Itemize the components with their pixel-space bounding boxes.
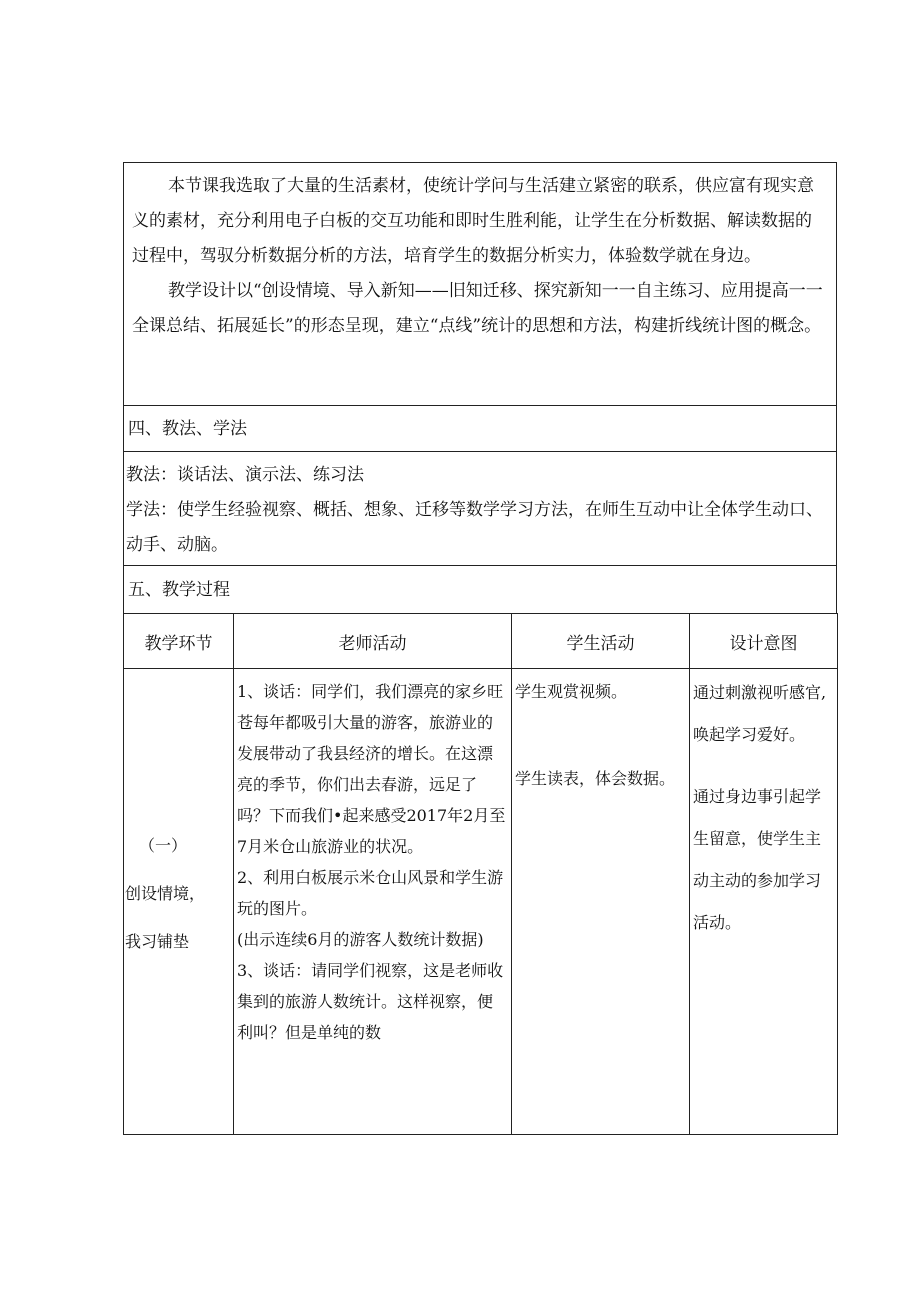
student-activity-1: 学生观赏视频。 — [515, 682, 628, 701]
methods-block — [123, 451, 837, 565]
section-4-title: 四、教法、学法 — [123, 405, 837, 451]
table-row — [124, 669, 838, 1135]
rationale-paragraph-1: 本节课我选取了大量的生活素材，使统计学问与生活建立紧密的联系，供应富有现实意义的素材，充分利用电子白板的交互功能和即时生胜利能，让学生在分析数据、解读数据的过程中，驾驭分析数据分析的方法，培育学生的数据分析实力，体验数学就在身边。 — [132, 176, 814, 266]
lesson-plan-sheet — [123, 162, 837, 1135]
stage-name-line1: 创设情境， — [125, 884, 206, 903]
student-activity-2: 学生读表，体会数据。 — [515, 769, 676, 788]
teacher-step-2: 2、利用白板展示米仓山风景和学生游玩的图片。 — [237, 868, 504, 918]
teaching-method: 教法：谈话法、演示法、练习法 — [126, 465, 364, 485]
teacher-step-3: 3、谈话：请同学们视察，这是老师收集到的旅游人数统计。这样视察，便利叫？但是单纯的数 — [237, 961, 504, 1042]
rationale-paragraph-2: 教学设计以“创设情境、导入新知——旧知迁移、探究新知一一自主练习、应用提高一一全课总结、拓展延长”的形态呈现，建立“点线”统计的思想和方法，构建折线统计图的概念。 — [132, 281, 823, 336]
stage-name-line2: 我习铺垫 — [125, 932, 190, 951]
design-rationale-block — [123, 162, 837, 405]
teacher-step-note: (出示连续6月的游客人数统计数据) — [237, 930, 484, 949]
stage-number: （一） — [139, 836, 188, 855]
header-design-intent: 设计意图 — [690, 614, 838, 669]
design-intent-cell — [690, 669, 838, 1135]
teaching-process-table — [123, 613, 838, 1135]
design-intent-2: 通过身边事引起学生留意，使学生主动主动的参加学习活动。 — [693, 787, 822, 932]
design-intent-1: 通过刺激视听感官,唤起学习爱好。 — [693, 683, 827, 744]
header-stage: 教学环节 — [124, 614, 234, 669]
student-activity-cell — [512, 669, 690, 1135]
header-student-activity: 学生活动 — [512, 614, 690, 669]
table-header-row — [124, 614, 838, 669]
teacher-activity-cell — [234, 669, 512, 1135]
teacher-step-1: 1、谈话：同学们，我们漂亮的家乡旺苍每年都吸引大量的游客，旅游业的发展带动了我县经济的增长。在这漂亮的季节，你们出去春游，远足了吗？下而我们•起来感受2017年2月至7月米仓山旅游业的状况。 — [237, 682, 506, 856]
stage-cell — [124, 669, 234, 1135]
header-teacher-activity: 老师活动 — [234, 614, 512, 669]
section-5-title: 五、教学过程 — [123, 565, 837, 613]
learning-method: 学法：使学生经验视察、概括、想象、迁移等数学学习方法，在师生互动中让全体学生动口、动手、动脑。 — [126, 500, 823, 555]
